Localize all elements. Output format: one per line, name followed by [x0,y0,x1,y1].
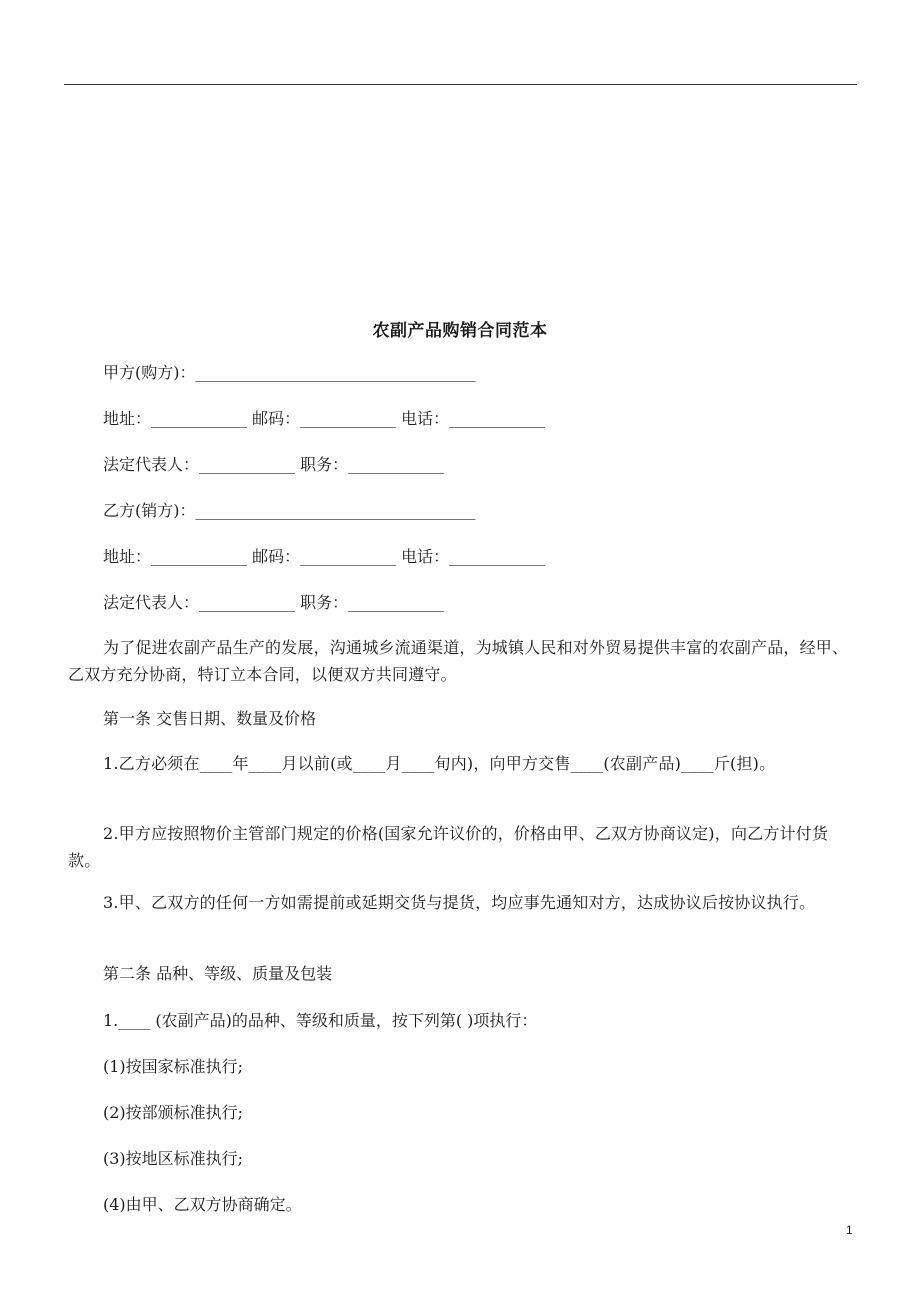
preamble-paragraph: 为了促进农副产品生产的发展，沟通城乡流通渠道，为城镇人民和对外贸易提供丰富的农副产品，经甲、乙双方充分协商，特订立本合同，以便双方共同遵守。 [68,638,849,684]
article-1-item-3: 3.甲、乙双方的任何一方如需提前或延期交货与提货，均应事先通知对方，达成协议后按协议执行。 [103,893,816,912]
buyer-representative-line: 法定代表人：____________ 职务：____________ [103,455,445,474]
article-2-title: 第二条 品种、等级、质量及包装 [103,964,333,983]
option-2: (2)按部颁标准执行; [103,1103,244,1122]
article-1-title: 第一条 交售日期、数量及价格 [103,709,317,728]
buyer-line: 甲方(购方)：___________________________________ [103,363,476,382]
article-1-item-1: 1.乙方必须在____年____月以前(或____月____旬内)，向甲方交售____(农副产品)____斤(担)。 [103,754,776,773]
seller-representative-line: 法定代表人：____________ 职务：____________ [103,593,445,612]
header-rule [64,84,857,85]
option-4: (4)由甲、乙双方协商确定。 [103,1195,302,1214]
option-3: (3)按地区标准执行; [103,1149,244,1168]
document-title: 农副产品购销合同范本 [372,321,548,341]
seller-line: 乙方(销方)：___________________________________ [103,501,476,520]
seller-address-line: 地址：____________ 邮码：____________ 电话：____________ [103,547,546,566]
article-1-item-2: 2.甲方应按照物价主管部门规定的价格(国家允许议价的，价格由甲、乙双方协商议定)，向乙方计付货款。 [68,824,829,870]
option-1: (1)按国家标准执行; [103,1057,244,1076]
article-2-item-1: 1.____ (农副产品)的品种、等级和质量，按下列第( )项执行： [103,1011,538,1030]
buyer-address-line: 地址：____________ 邮码：____________ 电话：____________ [103,409,546,428]
page-number: 1 [846,1223,853,1237]
